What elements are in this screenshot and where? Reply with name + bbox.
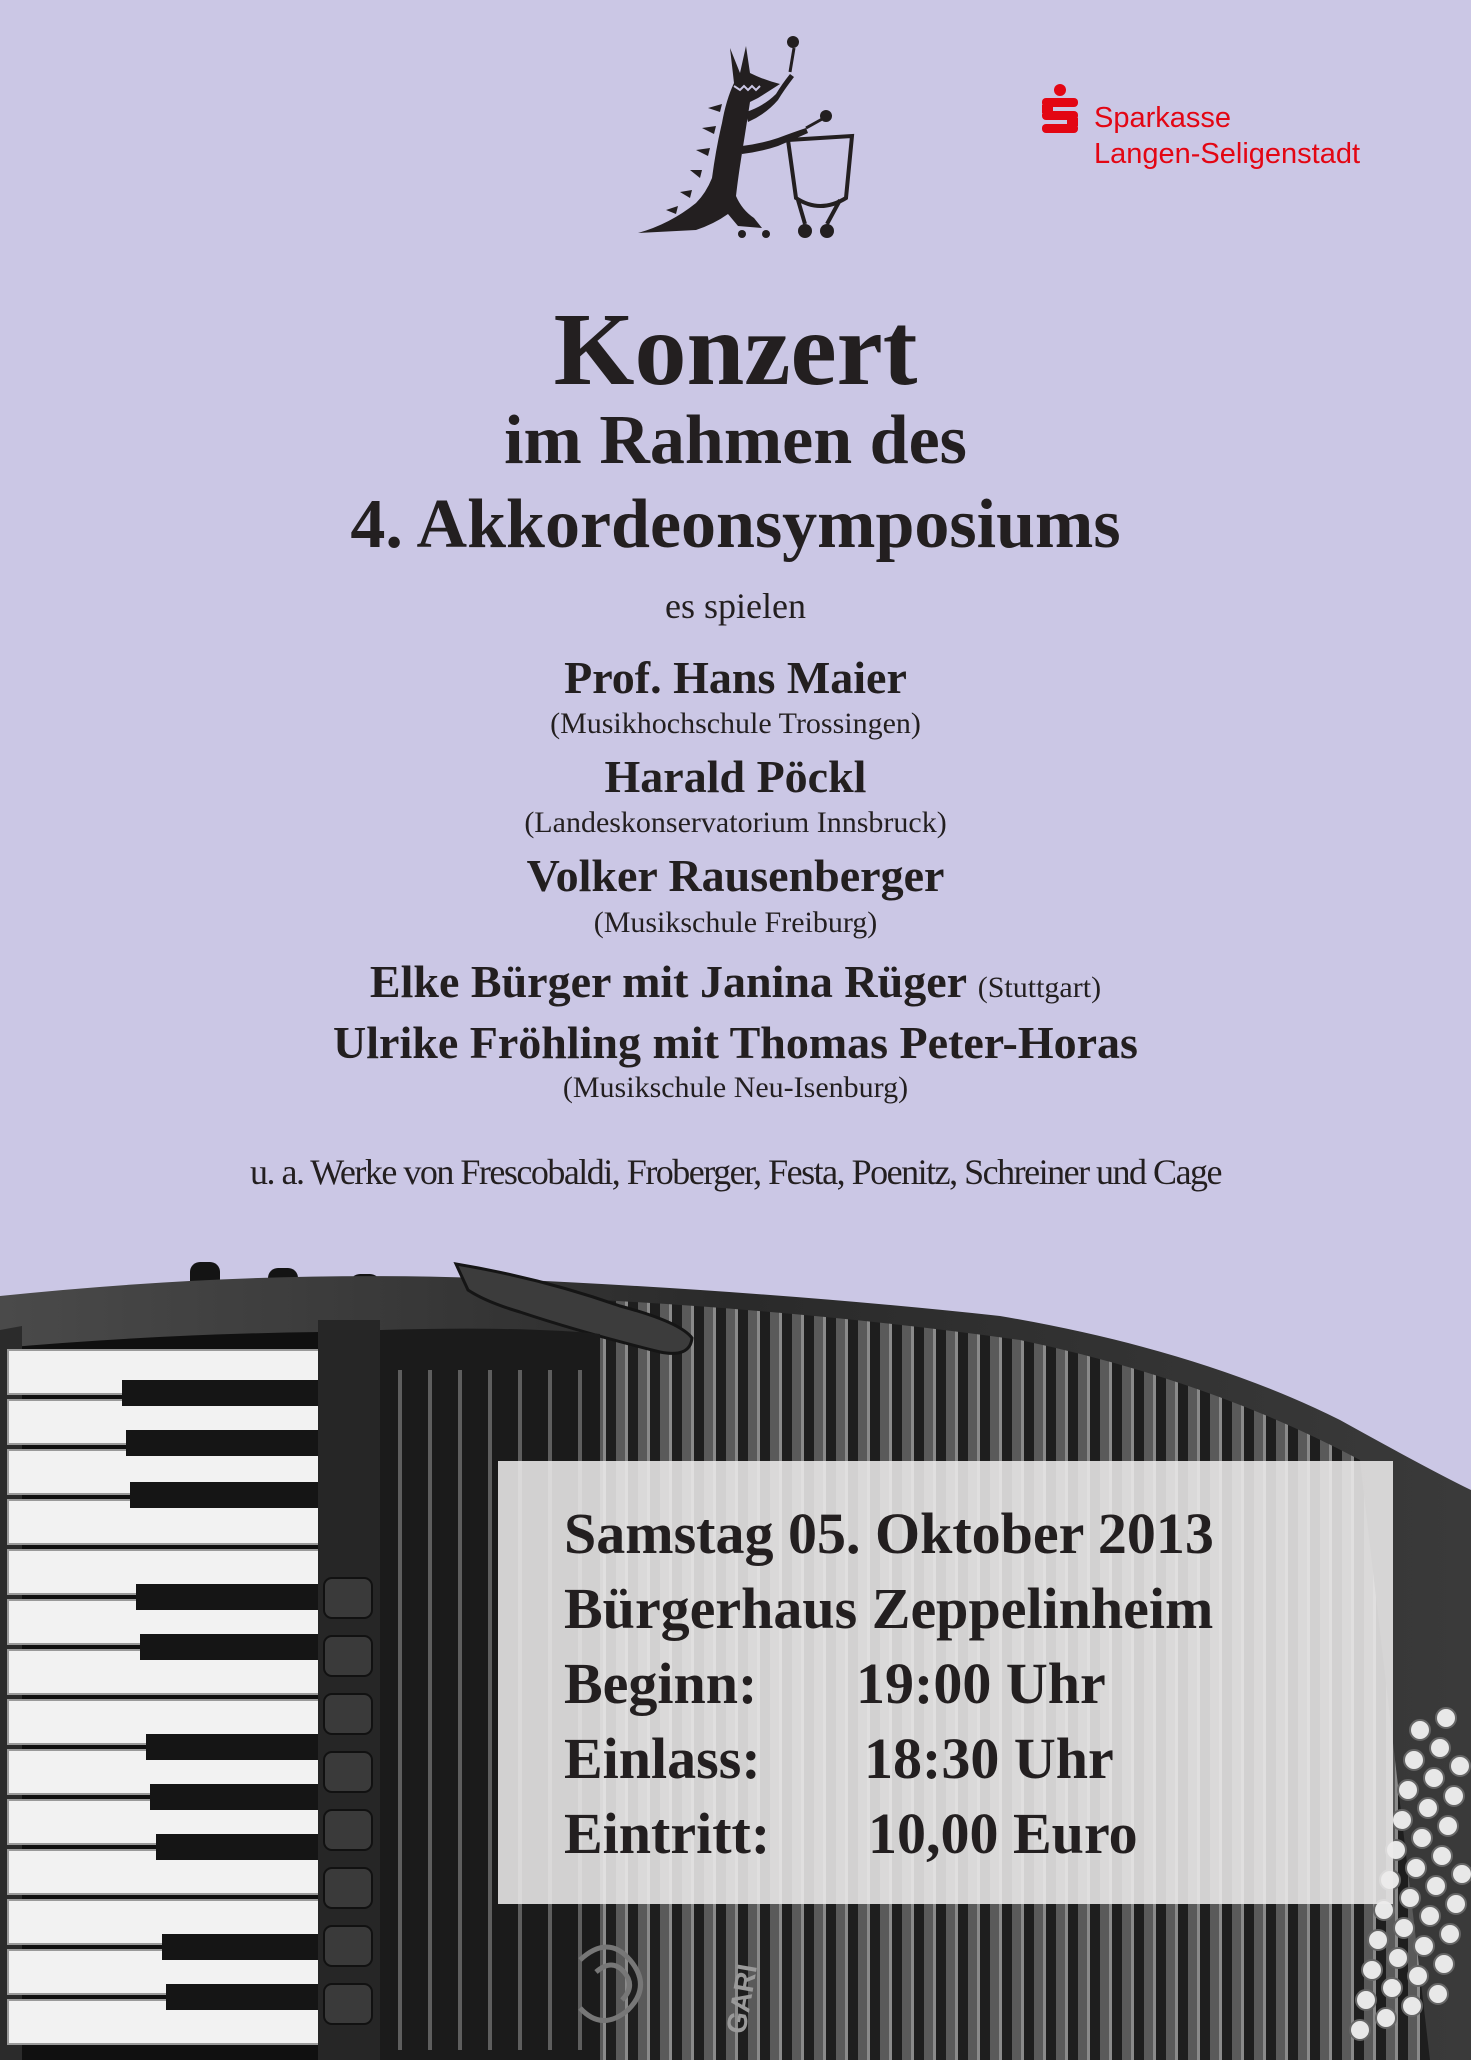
sponsor-logo bbox=[1042, 84, 1382, 174]
event-admission bbox=[564, 1799, 1138, 1869]
performer-affiliation: (Landeskonservatorium Innsbruck) bbox=[524, 806, 947, 839]
poster-title: Konzert bbox=[553, 292, 918, 407]
performer-name: Prof. Hans Maier bbox=[564, 652, 907, 703]
event-start-time: 19:00 Uhr bbox=[856, 1651, 1106, 1716]
performer-name: Elke Bürger mit Janina Rüger bbox=[369, 956, 967, 1007]
performer-affiliation: (Stuttgart) bbox=[977, 971, 1102, 1004]
subtitle-line1: im Rahmen des bbox=[504, 402, 967, 479]
performer-affiliation: (Musikschule Freiburg) bbox=[593, 906, 878, 939]
performers-intro: es spielen bbox=[665, 586, 806, 626]
event-start bbox=[564, 1649, 1106, 1719]
works-list: u. a. Werke von Frescobaldi, Froberger, Festa, Poenitz, Schreiner und Cage bbox=[249, 1152, 1222, 1192]
event-doors-label: Einlass: bbox=[564, 1726, 761, 1791]
performer-name: Volker Rausenberger bbox=[526, 850, 945, 901]
sponsor-name-line1: Sparkasse bbox=[1094, 102, 1232, 134]
performer-line bbox=[0, 954, 1471, 1016]
sparkasse-logo-icon bbox=[1042, 84, 1078, 134]
instrument-brand: GARI bbox=[720, 1961, 764, 2037]
sponsor-name-line2: Langen-Seligenstadt bbox=[1094, 138, 1361, 170]
performer-name: Ulrike Fröhling mit Thomas Peter-Horas bbox=[333, 1017, 1138, 1068]
performer-affiliation: (Musikschule Neu-Isenburg) bbox=[562, 1071, 909, 1104]
event-start-label: Beginn: bbox=[564, 1651, 758, 1716]
performer-name: Harald Pöckl bbox=[604, 751, 867, 802]
event-doors bbox=[564, 1724, 1114, 1794]
subtitle-line2: 4. Akkordeonsymposiums bbox=[350, 486, 1121, 563]
sponsor-name bbox=[1094, 100, 1360, 172]
performer-affiliation: (Musikhochschule Trossingen) bbox=[550, 707, 921, 740]
event-date: Samstag 05. Oktober 2013 bbox=[564, 1501, 1214, 1566]
event-admission-price: 10,00 Euro bbox=[868, 1801, 1138, 1866]
event-info-panel bbox=[498, 1461, 1393, 1904]
event-doors-time: 18:30 Uhr bbox=[864, 1726, 1114, 1791]
event-venue: Bürgerhaus Zeppelinheim bbox=[564, 1576, 1214, 1641]
event-admission-label: Eintritt: bbox=[564, 1801, 771, 1866]
drumming-dragon-icon bbox=[630, 28, 860, 248]
